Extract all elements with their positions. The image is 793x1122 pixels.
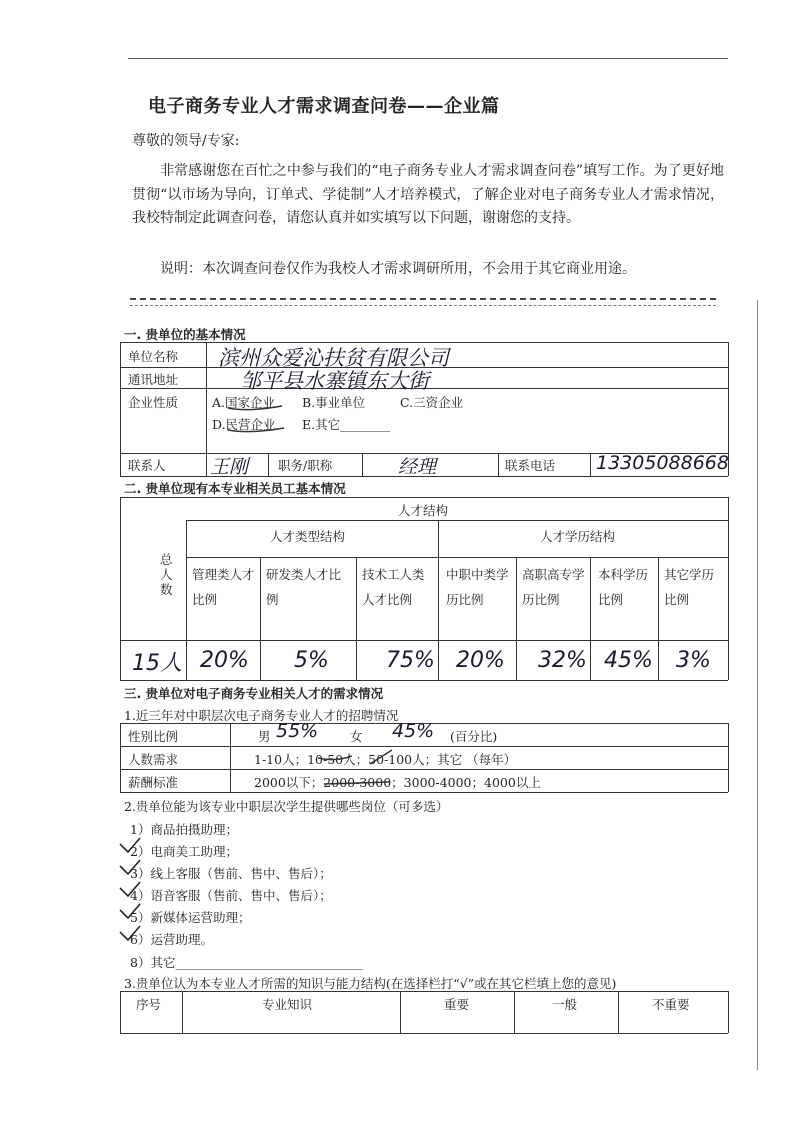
col-other-header: 其它学历比例 (664, 567, 715, 607)
col-unimportant-header: 不重要 (652, 997, 690, 1012)
nature-option-a: A.国家企业 (212, 395, 276, 410)
title-value: 经理 (398, 456, 437, 478)
total-value: 15人 (132, 651, 182, 676)
check-mark (120, 926, 140, 940)
nature-option-c: C.三资企业 (400, 395, 464, 410)
section2-heading: 二. 贵单位现有本专业相关员工基本情况 (124, 481, 346, 496)
post-other: 8）其它______________________________ (130, 955, 363, 970)
phone-value: 13305088668 (596, 452, 729, 474)
male-label: 男 (258, 729, 271, 744)
nature-option-e: E.其它________ (302, 417, 391, 432)
contact-label: 联系人 (128, 458, 166, 473)
page-title: 电子商务专业人才需求调查问卷——企业篇 (148, 96, 500, 117)
talent-structure-header: 人才结构 (398, 503, 449, 518)
unit-name-label: 单位名称 (128, 349, 179, 364)
gender-label: 性别比例 (128, 729, 179, 744)
post-item: 3）线上客服（售前、售中、售后）； (130, 866, 332, 881)
post-item: 1）商品拍摄助理； (130, 822, 238, 837)
underline-mark (370, 750, 392, 764)
male-value: 55% (276, 720, 319, 742)
col-mgmt-header: 管理类人才比例 (192, 567, 255, 607)
post-item: 4）语音客服（售前、售中、售后）； (130, 888, 332, 903)
question-3: 3.贵单位认为本专业人才所需的知识与能力结构(在选择栏打“√”或在其它栏填上您的意见) (124, 976, 617, 991)
question-2: 2.贵单位能为该专业中职层次学生提供哪些岗位（可多选） (124, 799, 449, 814)
col-rd-header: 研发类人才比例 (266, 567, 342, 607)
question-1: 1.近三年对中职层次电子商务专业人才的招聘情况 (124, 708, 399, 723)
zz-value: 20% (456, 648, 505, 673)
col-gz-header: 高职高专学历比例 (522, 567, 585, 607)
post-item: 5）新媒体运营助理； (130, 910, 251, 925)
post-item: 2）电商美工助理； (130, 844, 238, 859)
female-value: 45% (392, 720, 435, 742)
col-zz-header: 中职中类学历比例 (446, 567, 509, 607)
address-label: 通讯地址 (128, 372, 179, 387)
check-mark (120, 882, 140, 896)
mgmt-value: 20% (200, 648, 249, 673)
count-options: 1-10人；10-50人；50-100人；其它 （每年） (254, 752, 517, 767)
title-label: 职务/职称 (278, 458, 333, 473)
col-normal-header: 一般 (552, 997, 578, 1012)
post-item: 6）运营助理。 (130, 932, 213, 947)
contact-value: 王刚 (210, 456, 249, 478)
col-knowledge-header: 专业知识 (262, 997, 313, 1012)
col-no-header: 序号 (136, 997, 162, 1012)
unit-name-value: 滨州众爱沁扶贫有限公司 (218, 346, 449, 370)
nature-option-b: B.事业单位 (302, 395, 366, 410)
intro-paragraph: 非常感谢您在百忙之中参与我们的“电子商务专业人才需求调查问卷”填写工作。为了更好地贯彻“以市场为导向，订单式、学徒制”人才培养模式，了解企业对电子商务专业人才需求情况，我校特制定此调查问卷，请您认真并如实填写以下问题，谢谢您的支持。 (132, 163, 724, 226)
greeting: 尊敬的领导/专家: (132, 133, 240, 149)
rd-value: 5% (294, 648, 329, 673)
percent-note: (百分比) (450, 729, 498, 744)
check-mark (120, 904, 140, 918)
total-label: 总人数 (160, 552, 173, 597)
nature-label: 企业性质 (128, 395, 179, 410)
section1-heading: 一. 贵单位的基本情况 (124, 327, 246, 342)
check-mark (120, 838, 140, 852)
underline-mark (228, 406, 282, 410)
underline-mark (228, 428, 284, 432)
salary-label: 薪酬标准 (128, 775, 179, 790)
underline-mark (318, 756, 352, 760)
check-mark (120, 860, 140, 874)
type-structure-header: 人才类型结构 (270, 529, 346, 544)
bk-value: 45% (604, 648, 653, 673)
usage-note: 说明：本次调查问卷仅作为我校人才需求调研所用，不会用于其它商业用途。 (160, 261, 636, 277)
tech-value: 75% (386, 648, 435, 673)
female-label: 女 (350, 729, 363, 744)
salary-options: 2000以下；2000-3000；3000-4000；4000以上 (254, 775, 541, 790)
phone-label: 联系电话 (505, 458, 556, 473)
nature-option-d: D.民营企业 (212, 417, 276, 432)
col-important-header: 重要 (444, 997, 470, 1012)
strike-mark (324, 782, 390, 784)
address-value: 邹平县水寨镇东大街 (240, 369, 429, 393)
other-value: 3% (676, 648, 711, 673)
gz-value: 32% (538, 648, 587, 673)
count-label: 人数需求 (128, 752, 179, 767)
section3-heading: 三. 贵单位对电子商务专业相关人才的需求情况 (124, 686, 384, 701)
edu-structure-header: 人才学历结构 (540, 529, 616, 544)
col-bk-header: 本科学历比例 (598, 567, 649, 607)
col-tech-header: 技术工人类人才比例 (362, 567, 425, 607)
